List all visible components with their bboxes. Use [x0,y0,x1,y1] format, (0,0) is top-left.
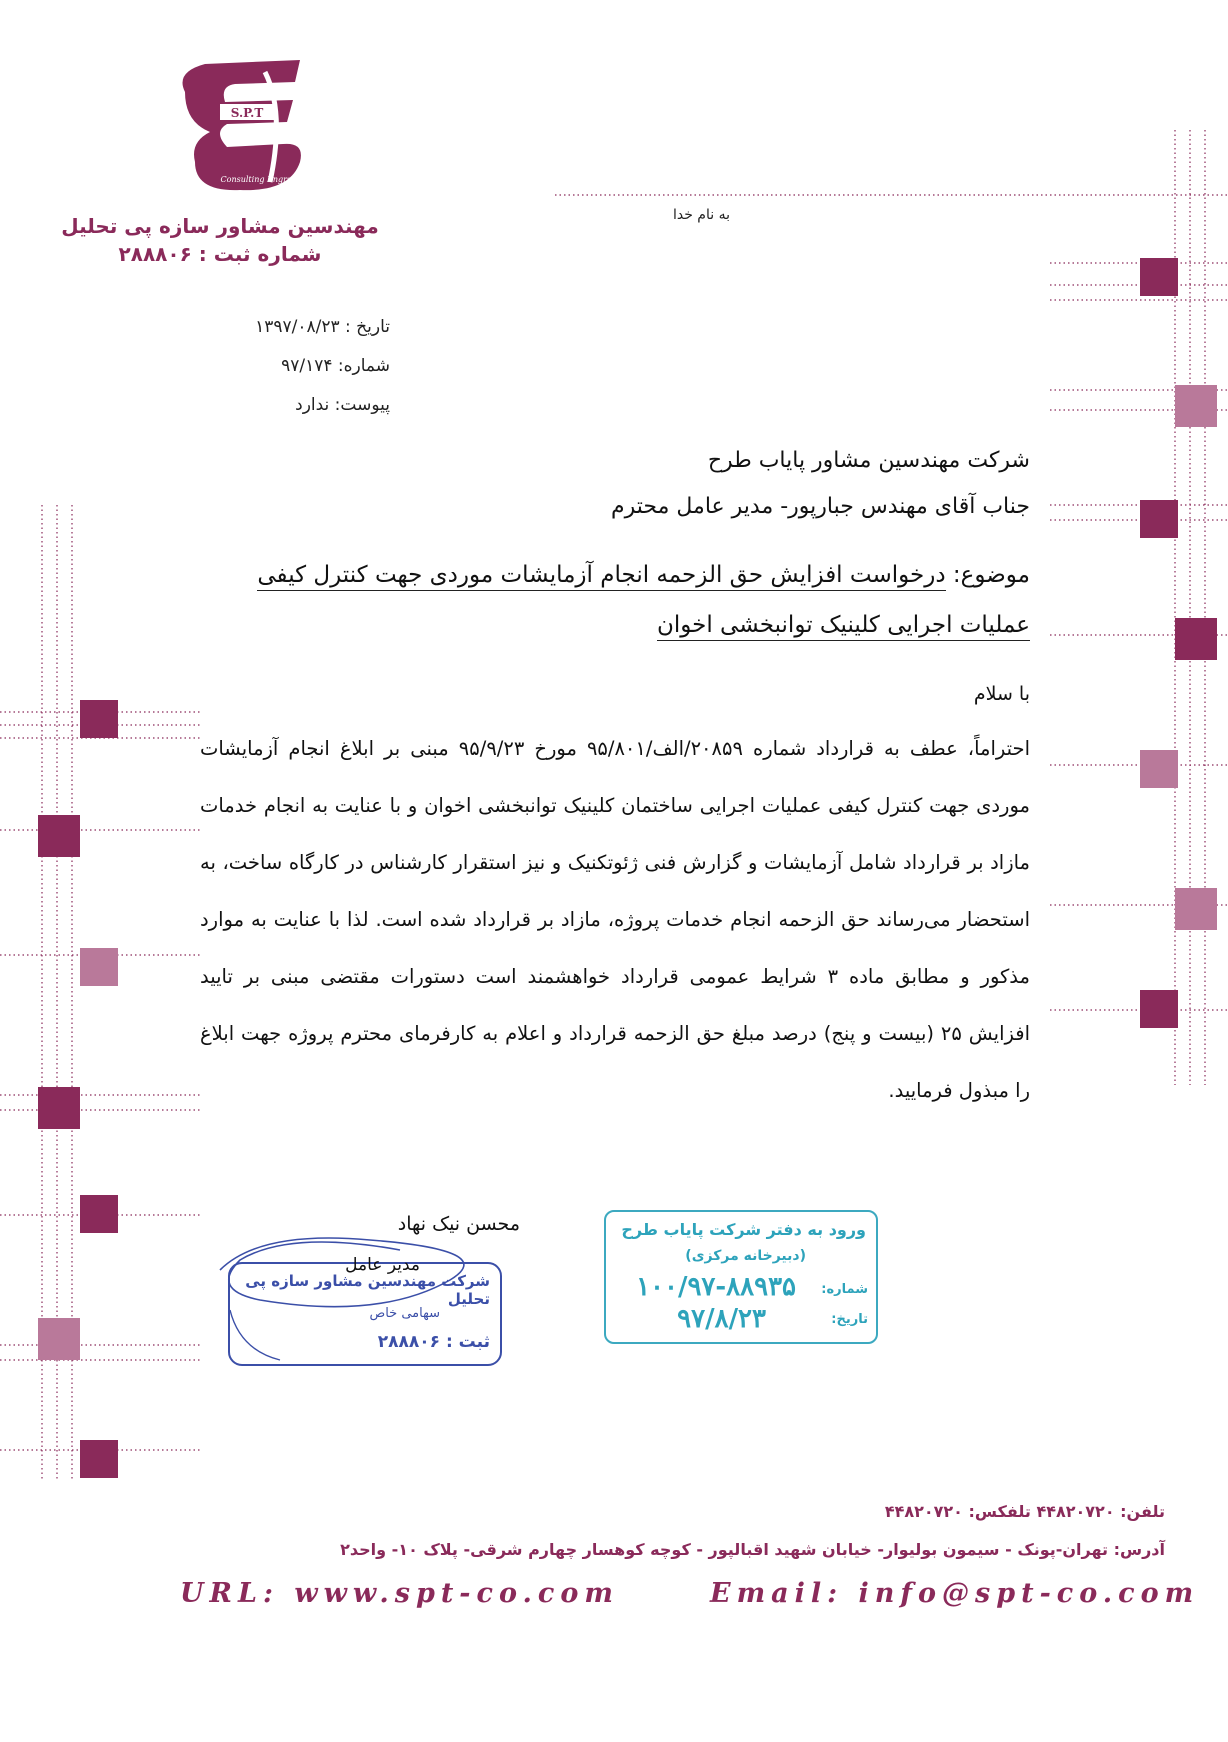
svg-text:Consulting Engrs. Co.: Consulting Engrs. Co. [220,175,310,184]
recipient-company: شرکت مهندسین مشاور پایاب طرح [707,448,1030,473]
letter-date: تاریخ : ۱۳۹۷/۰۸/۲۳ [255,317,390,337]
company-logo [165,52,315,202]
letter-number: شماره: ۹۷/۱۷۴ [281,356,390,376]
subject-line-1: درخواست افزایش حق الزحمه انجام آزمایشات موردی جهت کنترل کیفی [257,562,945,591]
company-name: مهندسین مشاور سازه پی تحلیل [61,214,379,238]
company-stamp [228,1262,502,1366]
receipt-number-value: ۱۰۰/۹۷-۸۸۹۳۵ [636,1272,796,1302]
receipt-stamp [604,1210,878,1344]
letter-meta [200,308,390,425]
receipt-subtitle: (دبیرخانه مرکزی) [685,1248,806,1264]
receipt-title: ورود به دفتر شرکت پایاب طرح [621,1220,866,1239]
svg-text:S.P.T: S.P.T [230,106,264,120]
stamp-company-type: سهامی خاص [369,1306,440,1321]
signatory-name: محسن نیک نهاد [397,1213,520,1235]
salutation: با سلام [973,683,1030,705]
subject-label: موضوع: [952,562,1030,588]
company-header [60,212,380,268]
receipt-date-value: ۹۷/۸/۲۳ [677,1304,766,1334]
stamp-registration: ثبت : ۲۸۸۸۰۶ [377,1332,490,1352]
recipient [460,438,1030,530]
footer-address: آدرس: تهران-پونک - سیمون بولیوار- خیابان شهید اقبالپور - کوچه کوهسار چهارم شرقی- پلاک ۱۰- واحد۲ [340,1540,1165,1559]
subject-line-2: عملیات اجرایی کلینیک توانبخشی اخوان [657,612,1030,641]
receipt-number-label: شماره: [821,1282,868,1297]
footer-email[interactable]: Email: info@spt-co.com [710,1578,1200,1609]
subject [180,550,1030,650]
footer-phone: تلفن: ۴۴۸۲۰۷۲۰ تلفکس: ۴۴۸۲۰۷۲۰ [884,1502,1165,1521]
company-registration: شماره ثبت : ۲۸۸۸۰۶ [118,242,322,266]
stamp-company-name: شرکت مهندسین مشاور سازه پی تحلیل [245,1272,490,1308]
footer-url[interactable]: URL: www.spt-co.com [180,1578,619,1609]
letter-attachment: پیوست: ندارد [295,395,390,415]
bismillah: به نام خدا [672,207,730,223]
receipt-date-label: تاریخ: [831,1312,868,1327]
signatory-title: مدیر عامل [345,1255,420,1275]
letter-body: احتراماً، عطف به قرارداد شماره ۲۰۸۵۹/الف/۹۵/۸۰۱ مورخ ۹۵/۹/۲۳ مبنی بر ابلاغ انجام آزمایشات موردی جهت کنترل کیفی عملیات اجرایی ساختمان کلینیک توانبخشی اخوان و با عنایت به انجام خدمات مازاد بر قرارداد شامل آزمایشات و گزارش فنی ژئوتکنیک و نیز استقرار کارشناس در کارگاه ساخت، به استحضار می‌رساند حق الزحمه انجام خدمات پروژه، مازاد بر قرارداد شده است. لذا با عنایت به موارد مذکور و مطابق ماده ۳ شرایط عمومی قرارداد خواهشمند است دستورات مقتضی مبنی بر تایید افزایش ۲۵ (بیست و پنج) درصد مبلغ حق الزحمه قرارداد و اعلام به کارفرمای محترم پروژه جهت ابلاغ را مبذول فرمایید. [200,737,1031,1102]
recipient-person: جناب آقای مهندس جبارپور- مدیر عامل محترم [611,494,1030,519]
